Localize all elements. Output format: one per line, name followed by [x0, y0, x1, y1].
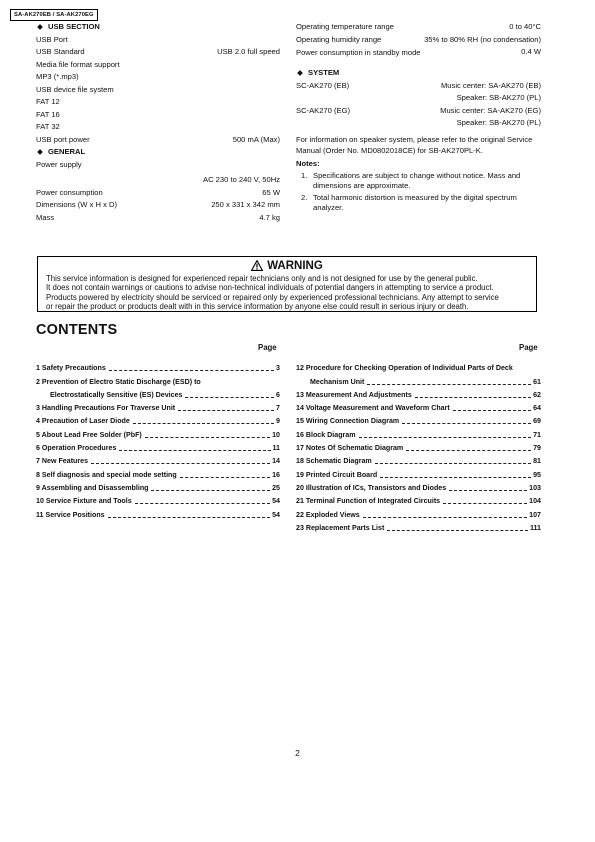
toc-dot-leader	[453, 410, 531, 411]
toc-dot-leader	[145, 437, 270, 438]
spec-row	[36, 109, 280, 122]
toc-page-number: 69	[533, 417, 541, 426]
bullet-diamond-icon	[297, 70, 303, 76]
toc-dot-leader	[178, 410, 274, 411]
toc-dot-leader	[449, 490, 527, 491]
usb-section-heading: USB SECTION	[36, 21, 280, 34]
spec-value: 4.7 kg	[259, 212, 280, 222]
general-section-heading: GENERAL	[36, 146, 280, 159]
toc-entry[interactable]	[296, 453, 541, 466]
spec-row	[36, 59, 280, 72]
usb-spec-list	[36, 34, 280, 147]
toc-page-number: 103	[529, 483, 541, 492]
toc-entry-title: 10 Service Fixture and Tools	[36, 497, 132, 506]
toc-page-number: 11	[272, 444, 280, 453]
spec-label: FAT 32	[36, 122, 60, 131]
spec-row	[36, 199, 280, 212]
toc-entry-title: 9 Assembling and Disassembling	[36, 483, 149, 492]
toc-entry[interactable]	[36, 480, 280, 493]
note-text: Total harmonic distortion is measured by the digital spectrum analyzer.	[313, 192, 517, 212]
toc-page-number: 9	[276, 417, 280, 426]
notes-heading: Notes:	[296, 158, 320, 168]
toc-page-number: 62	[533, 390, 541, 399]
toc-entry[interactable]	[296, 440, 541, 453]
toc-entry[interactable]	[36, 426, 280, 439]
spec-row	[296, 34, 541, 47]
left-spec-column	[36, 21, 280, 224]
toc-entry[interactable]	[296, 466, 541, 479]
toc-page-number: 107	[529, 510, 541, 519]
toc-dot-leader	[109, 370, 274, 371]
toc-entry[interactable]	[36, 413, 280, 426]
toc-entry-title: Electrostatically Sensitive (ES) Devices	[50, 390, 183, 399]
spec-label: FAT 12	[36, 97, 60, 106]
toc-dot-leader	[180, 477, 270, 478]
toc-page-number: 10	[272, 430, 280, 439]
system-row-eb: SC-AK270 (EB) Music center: SA-AK270 (EB)	[296, 80, 541, 90]
toc-page-number: 54	[272, 497, 280, 506]
spec-row	[36, 46, 280, 59]
toc-entry-title: 8 Self diagnosis and special mode setting	[36, 470, 177, 479]
toc-entry[interactable]	[36, 506, 280, 519]
system-row-eg: SC-AK270 (EG) Music center: SA-AK270 (EG)	[296, 105, 541, 115]
toc-entry-title: 5 About Lead Free Solder (PbF)	[36, 430, 142, 439]
spec-value: 0 to 40°C	[509, 22, 541, 31]
warning-line: Products powered by electricity should be serviced or repaired only by experienced professional technicians. Any attempt to service	[46, 292, 499, 302]
spec-label: USB Port	[36, 34, 68, 44]
note-number: 1.	[301, 170, 308, 180]
spec-label: Power consumption	[36, 187, 103, 197]
spec-row	[36, 96, 280, 109]
toc-entry-title: 3 Handling Precautions For Traverse Unit	[36, 404, 176, 413]
spec-label: Operating humidity range	[296, 34, 382, 44]
toc-page-number: 3	[276, 364, 280, 373]
toc-entry-title: 21 Terminal Function of Integrated Circuits	[296, 497, 441, 506]
toc-page-number: 7	[276, 404, 280, 413]
bullet-diamond-icon	[37, 149, 43, 155]
spec-value: 500 mA (Max)	[232, 134, 280, 144]
bullet-diamond-icon	[37, 24, 43, 30]
toc-left-column	[36, 360, 280, 520]
toc-dot-leader	[133, 423, 274, 424]
general-spec-list	[36, 187, 280, 225]
model-header-label: SA-AK270EB / SA-AK270EG	[10, 9, 98, 21]
warning-line: This service information is designed for experienced repair technicians only and is not designed for use by the general public.	[46, 274, 478, 283]
speaker-info-paragraph: For information on speaker system, please refer to the original Service Manual (Order No. MD0802018CE) for SB-AK270PL-K.	[296, 134, 533, 155]
toc-entry-title: 22 Exploded Views	[296, 510, 360, 519]
toc-page-number: 95	[533, 470, 541, 479]
right-spec-column	[296, 21, 541, 214]
spec-value: USB 2.0 full speed	[217, 47, 280, 56]
toc-entry-title: 12 Procedure for Checking Operation of Individual Parts of Deck	[296, 364, 513, 373]
toc-entry-title: 11 Service Positions	[36, 510, 105, 519]
spec-value: 65 W	[262, 187, 280, 197]
spec-label: Mass	[36, 212, 55, 222]
toc-page-number: 79	[533, 444, 541, 453]
spec-row	[36, 187, 280, 200]
system-section-heading: SYSTEM	[296, 67, 541, 80]
toc-entry[interactable]	[296, 520, 541, 533]
toc-dot-leader	[387, 530, 528, 531]
spec-row	[36, 84, 280, 97]
toc-entry-title: 19 Printed Circuit Board	[296, 470, 378, 479]
spec-row-standby: Power consumption in standby mode 0.4 W	[296, 47, 541, 57]
toc-dot-leader	[108, 517, 270, 518]
toc-entry[interactable]	[296, 506, 541, 519]
note-text: Specifications are subject to change without notice. Mass and dimensions are approximate.	[313, 170, 521, 190]
spec-row: Power supply	[36, 159, 82, 169]
spec-row	[36, 121, 280, 134]
toc-entry-title: 14 Voltage Measurement and Waveform Chart	[296, 404, 450, 413]
toc-entry-title: 13 Measurement And Adjustments	[296, 390, 412, 399]
toc-dot-leader	[135, 503, 270, 504]
toc-page-number: 104	[529, 497, 541, 506]
spec-value: 250 x 331 x 342 mm	[211, 200, 280, 209]
toc-entry[interactable]	[36, 493, 280, 506]
toc-dot-leader	[380, 477, 531, 478]
page-column-label-right: Page	[519, 343, 538, 352]
warning-line: It does not contain warnings or cautions to advise non-technical individuals of potential dangers in attempting to service a product.	[46, 283, 494, 293]
toc-entry[interactable]	[36, 373, 280, 386]
toc-entry[interactable]	[36, 360, 280, 373]
toc-entry[interactable]	[36, 440, 280, 453]
spec-label: Operating temperature range	[296, 22, 394, 31]
toc-page-number: 81	[533, 457, 541, 466]
warning-line: or repair the product or products dealt with in this service information by anyone else could result in serious injury or death.	[46, 302, 469, 312]
toc-page-number: 54	[272, 510, 280, 519]
toc-dot-leader	[359, 437, 532, 438]
spec-row	[36, 34, 280, 47]
toc-entry[interactable]	[296, 413, 541, 426]
note-item	[301, 171, 541, 192]
toc-entry-title: Mechanism Unit	[310, 377, 365, 386]
page-column-label-left: Page	[258, 343, 277, 352]
toc-dot-leader	[402, 423, 531, 424]
note-number: 2.	[301, 192, 308, 202]
toc-entry-title: 4 Precaution of Laser Diode	[36, 417, 130, 426]
spec-label: Media file format support	[36, 59, 120, 69]
toc-entry-title: 16 Block Diagram	[296, 430, 356, 439]
toc-page-number: 6	[276, 390, 280, 399]
toc-page-number: 71	[533, 430, 541, 439]
toc-dot-leader	[443, 503, 527, 504]
spec-label: USB Standard	[36, 47, 85, 56]
toc-entry[interactable]	[36, 466, 280, 479]
spec-row	[296, 21, 541, 34]
toc-entry-title: 7 New Features	[36, 457, 89, 466]
toc-page-number: 61	[533, 377, 541, 386]
toc-dot-leader	[91, 463, 270, 464]
toc-right-column	[296, 360, 541, 533]
toc-entry[interactable]	[36, 400, 280, 413]
toc-entry-title: 1 Safety Precautions	[36, 364, 106, 373]
page-number: 2	[295, 748, 300, 758]
toc-entry[interactable]	[296, 493, 541, 506]
spec-value: 35% to 80% RH (no condensation)	[424, 34, 541, 44]
warning-title: WARNING	[38, 260, 536, 273]
notes-list	[296, 171, 541, 214]
note-item	[301, 193, 541, 214]
toc-entry[interactable]	[36, 453, 280, 466]
toc-dot-leader	[363, 517, 527, 518]
system-eb-speaker: Speaker: SB-AK270 (PL)	[456, 93, 541, 102]
spec-label: FAT 16	[36, 109, 60, 119]
toc-entry[interactable]	[296, 400, 541, 413]
toc-entry-title: 23 Replacement Parts List	[296, 523, 385, 532]
spec-label: MP3 (*.mp3)	[36, 72, 79, 81]
spec-label: Dimensions (W x H x D)	[36, 200, 118, 209]
toc-dot-leader	[151, 490, 270, 491]
warning-box	[37, 256, 537, 312]
toc-page-number: 25	[272, 483, 280, 492]
env-spec-list	[296, 21, 541, 46]
toc-dot-leader	[367, 384, 531, 385]
toc-entry-title: 15 Wiring Connection Diagram	[296, 417, 400, 426]
toc-dot-leader	[119, 450, 270, 451]
spec-label: USB device file system	[36, 84, 114, 94]
toc-entry[interactable]	[296, 387, 541, 400]
spec-row	[36, 212, 280, 225]
toc-page-number: 16	[272, 470, 280, 479]
toc-page-number: 14	[272, 457, 280, 466]
spec-label: USB port power	[36, 134, 90, 144]
toc-page-number: 111	[529, 523, 541, 532]
spec-row	[36, 71, 280, 84]
toc-entry-title: 6 Operation Procedures	[36, 444, 117, 453]
toc-entry-title: 20 Illustration of ICs, Transistors and Diodes	[296, 483, 447, 492]
toc-dot-leader	[185, 397, 274, 398]
toc-entry-title: 17 Notes Of Schematic Diagram	[296, 444, 404, 453]
toc-dot-leader	[375, 463, 531, 464]
spec-row	[36, 134, 280, 147]
toc-entry-title: 2 Prevention of Electro Static Discharge (ESD) to	[36, 377, 201, 386]
toc-entry[interactable]	[296, 426, 541, 439]
toc-dot-leader	[415, 397, 531, 398]
toc-page-number: 64	[533, 404, 541, 413]
toc-entry[interactable]	[36, 387, 280, 400]
toc-dot-leader	[406, 450, 531, 451]
toc-entry[interactable]	[296, 480, 541, 493]
toc-entry[interactable]	[296, 360, 541, 373]
power-supply-value: AC 230 to 240 V, 50Hz	[203, 175, 280, 184]
toc-entry-title: 18 Schematic Diagram	[296, 457, 372, 466]
warning-triangle-icon	[251, 260, 263, 271]
toc-entry[interactable]	[296, 373, 541, 386]
contents-title: CONTENTS	[36, 322, 118, 338]
warning-text	[46, 274, 530, 312]
system-eg-speaker: Speaker: SB-AK270 (PL)	[456, 118, 541, 127]
